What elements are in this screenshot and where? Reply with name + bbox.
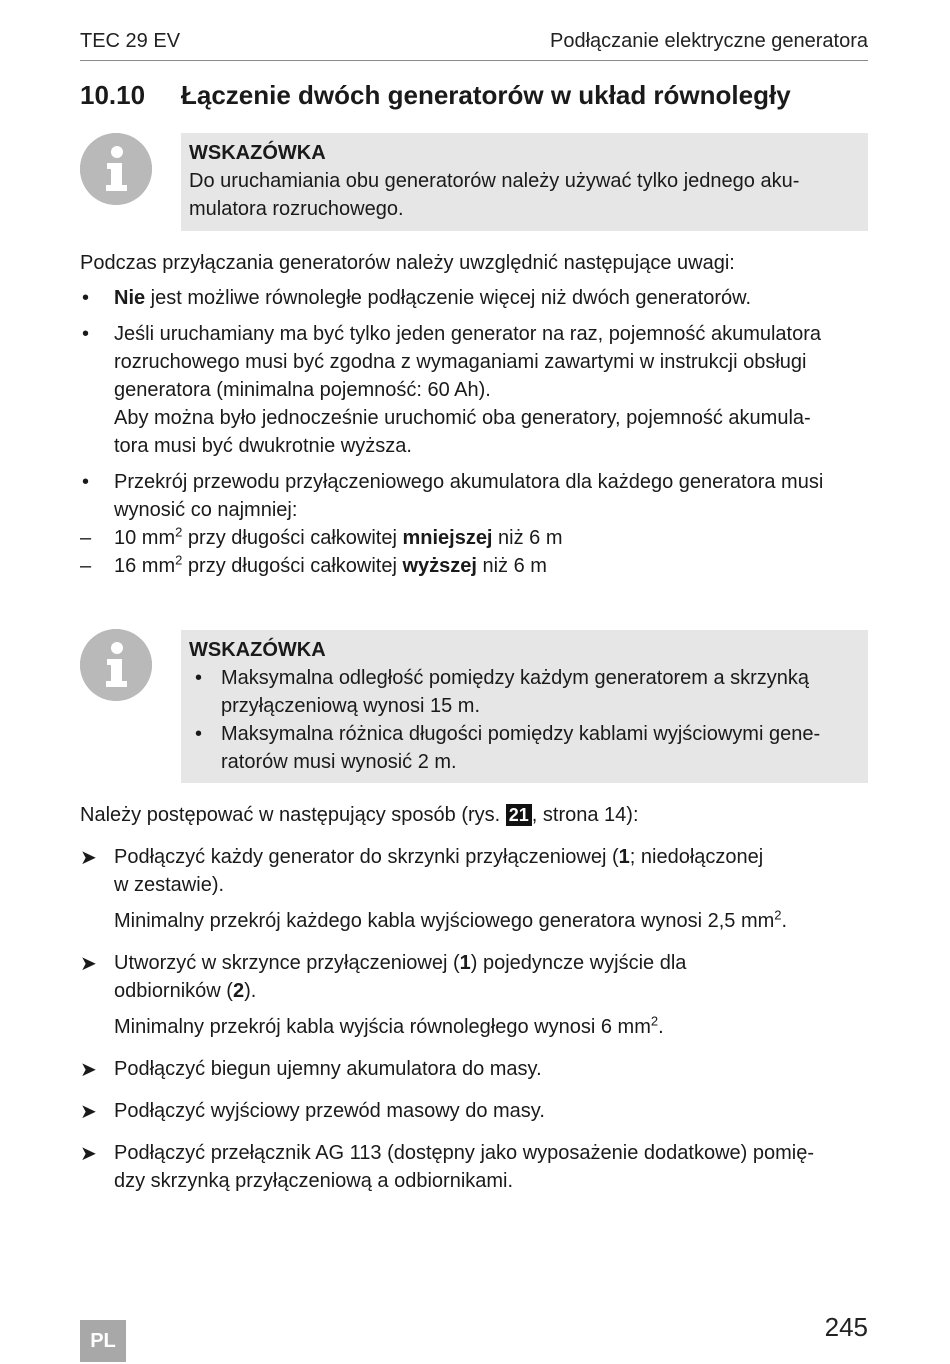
value-text: 16 mm [114, 555, 176, 577]
value-text: przy długości całkowitej [182, 555, 403, 577]
bullet-marker: • [82, 471, 90, 493]
list-item-line: rozruchowego musi być zgodna z wymaganiami zawartymi w instrukcji obsługi [114, 351, 807, 373]
step-text [114, 977, 870, 1005]
value-text: niż 6 m [492, 527, 563, 549]
list-item-line: tora musi być dwukrotnie wyższa. [114, 435, 412, 457]
note-text-line: Maksymalna odległość pomiędzy każdym generatorem a skrzynką [221, 667, 810, 689]
value-text: 10 mm [114, 527, 176, 549]
step-text-part: ) pojedyncze wyjście dla [470, 952, 687, 974]
superscript: 2 [175, 524, 183, 540]
procedure-intro-text: Należy postępować w następujący sposób (rys. [80, 804, 506, 826]
superscript: 2 [650, 1013, 659, 1029]
superscript: 2 [175, 552, 183, 568]
bullet-marker: • [195, 723, 203, 745]
superscript: 2 [774, 907, 782, 923]
note-text-line: mulatora rozruchowego. [189, 198, 404, 220]
list-item [80, 320, 870, 460]
note-list-item [189, 664, 860, 720]
bullet-marker: • [82, 287, 90, 309]
header-divider [80, 60, 868, 61]
step-text-part: . [658, 1016, 664, 1038]
dash-marker: – [80, 527, 92, 549]
section-title: Łączenie dwóch generatorów w układ równoległy [181, 80, 791, 110]
emphasis-text: 2 [232, 980, 245, 1002]
step-text [114, 949, 870, 977]
note-text-line: ratorów musi wynosić 2 m. [221, 751, 457, 773]
emphasis-text: mniejszej [402, 527, 493, 549]
step-text-part: Minimalny przekrój kabla wyjścia równoległego wynosi 6 mm [114, 1016, 651, 1038]
emphasis-text: wyższej [402, 555, 477, 577]
step-result [114, 1013, 870, 1041]
list-item-line: Aby można było jednocześnie uruchomić oba generatory, pojemność akumula- [114, 407, 811, 429]
procedure-steps [80, 843, 870, 1209]
note-list [189, 664, 860, 776]
figure-reference: 21 [506, 804, 532, 826]
list-item-line: Przekrój przewodu przyłączeniowego akumulatora dla każdego generatora musi [114, 471, 824, 493]
arrow-icon: ➤ [80, 847, 97, 869]
note-text-line: Maksymalna różnica długości pomiędzy kablami wyjściowymi gene- [221, 723, 821, 745]
intro-paragraph: Podczas przyłączania generatorów należy uwzględnić następujące uwagi: [80, 252, 735, 274]
value-text: niż 6 m [476, 555, 547, 577]
sub-list-item [80, 524, 870, 552]
arrow-icon: ➤ [80, 953, 97, 975]
step-item [80, 1055, 870, 1083]
step-text-part: Utworzyć w skrzynce przyłączeniowej ( [114, 952, 460, 974]
note-text-line: Do uruchamiania obu generatorów należy używać tylko jednego aku- [189, 170, 800, 192]
note-text-line: przyłączeniową wynosi 15 m. [221, 695, 480, 717]
step-item [80, 1139, 870, 1195]
step-text-part: ). [244, 980, 257, 1002]
note-box [181, 630, 868, 783]
note-box [181, 133, 868, 231]
bullet-marker: • [82, 323, 90, 345]
list-item-line: Jeśli uruchamiany ma być tylko jeden generator na raz, pojemność akumulatora [114, 323, 822, 345]
dash-marker: – [80, 555, 92, 577]
step-text [114, 843, 870, 871]
procedure-intro [80, 801, 870, 829]
list-item [80, 468, 870, 580]
step-text-line: Podłączyć przełącznik AG 113 (dostępny jako wyposażenie dodatkowe) pomię- [114, 1142, 814, 1164]
page-number: 245 [824, 1312, 868, 1342]
step-text-part: . [781, 910, 788, 932]
step-text-line: dzy skrzynką przyłączeniową a odbiornikami. [114, 1170, 514, 1192]
list-item-text: jest możliwe równoległe podłączenie więcej niż dwóch generatorów. [145, 287, 752, 309]
bullet-marker: • [195, 667, 203, 689]
arrow-icon: ➤ [80, 1059, 97, 1081]
step-text: Podłączyć biegun ujemny akumulatora do masy. [114, 1058, 542, 1080]
list-item-line: generatora (minimalna pojemność: 60 Ah). [114, 379, 491, 401]
note-list-item [189, 720, 860, 776]
arrow-icon: ➤ [80, 1101, 97, 1123]
value-text: przy długości całkowitej [182, 527, 403, 549]
step-result [114, 907, 870, 935]
note-title: WSKAZÓWKA [189, 142, 326, 164]
sub-list-item [80, 552, 870, 580]
header-doc-title: TEC 29 EV [80, 30, 181, 52]
step-text-part: Minimalny przekrój każdego kabla wyjściowego generatora wynosi 2,5 mm [114, 910, 775, 932]
emphasis-text: Nie [114, 287, 146, 309]
list-item-line: wynosić co najmniej: [114, 499, 298, 521]
language-badge: PL [80, 1320, 126, 1362]
step-item [80, 1097, 870, 1125]
sub-list [80, 524, 870, 580]
step-text-line: w zestawie). [114, 874, 225, 896]
header-chapter-title: Podłączanie elektryczne generatora [550, 30, 868, 52]
arrow-icon: ➤ [80, 1143, 97, 1165]
remarks-list [80, 284, 870, 588]
step-text-part: Podłączyć każdy generator do skrzynki przyłączeniowej ( [114, 846, 619, 868]
step-text-part: ; niedołączonej [629, 846, 764, 868]
emphasis-text: 1 [618, 846, 630, 868]
list-item [80, 284, 870, 312]
step-item [80, 949, 870, 1041]
step-item [80, 843, 870, 935]
procedure-intro-text: , strona 14): [531, 804, 639, 826]
step-text-part: odbiorników ( [114, 980, 233, 1002]
step-text: Podłączyć wyjściowy przewód masowy do masy. [114, 1100, 545, 1122]
info-icon [80, 629, 152, 701]
emphasis-text: 1 [459, 952, 471, 974]
section-number: 10.10 [80, 80, 146, 110]
note-title: WSKAZÓWKA [189, 639, 326, 661]
info-icon [80, 133, 152, 205]
